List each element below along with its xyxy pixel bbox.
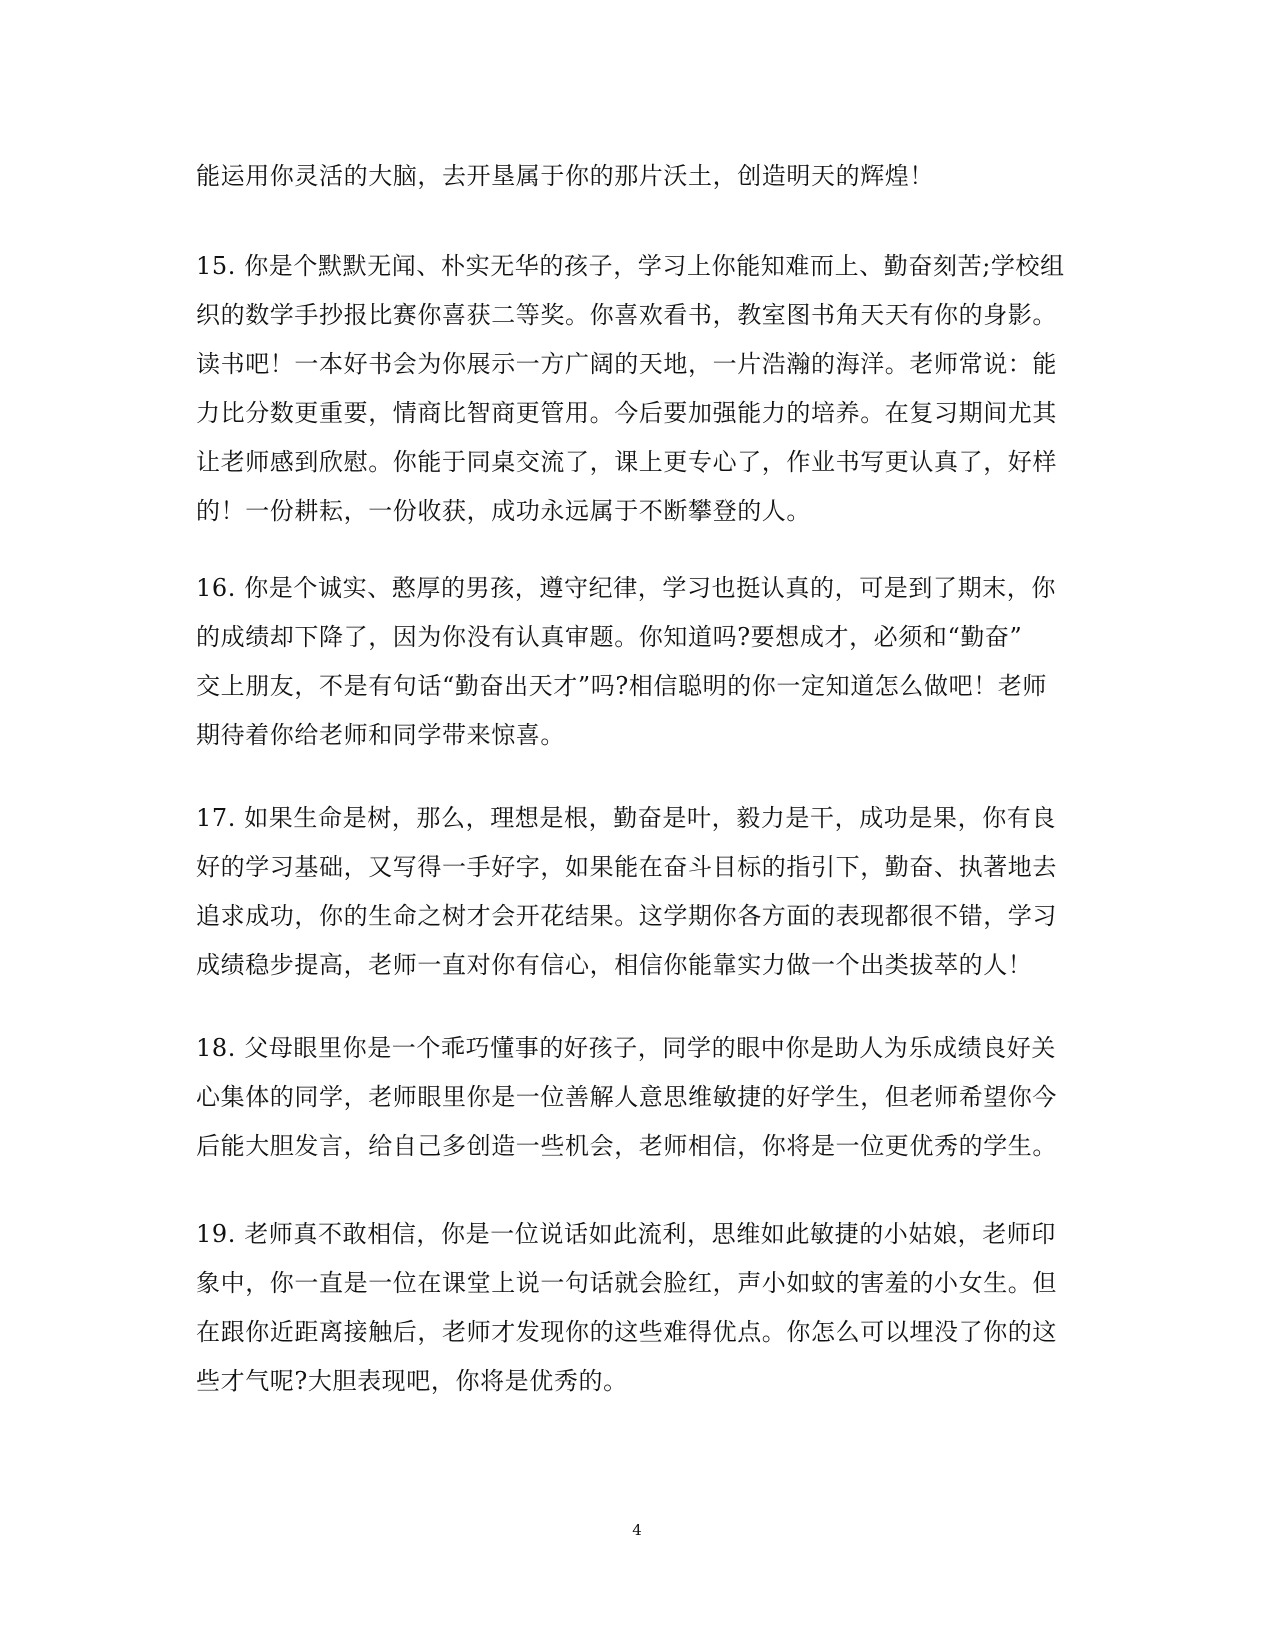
paragraph-line: 19. 老师真不敢相信，你是一位说话如此流利，思维如此敏捷的小姑娘，老师印 [196, 1220, 1056, 1248]
paragraph-19 [196, 1210, 1076, 1406]
paragraph-15 [196, 242, 1076, 536]
paragraph-line: 好的学习基础，又写得一手好字，如果能在奋斗目标的指引下，勤奋、执著地去 [196, 853, 1057, 881]
paragraph-line: 心集体的同学，老师眼里你是一位善解人意思维敏捷的好学生，但老师希望你今 [196, 1083, 1057, 1111]
paragraph-line: 的！一份耕耘，一份收获，成功永远属于不断攀登的人。 [196, 497, 811, 525]
paragraph-18 [196, 1024, 1076, 1171]
paragraph-line: 成绩稳步提高，老师一直对你有信心，相信你能靠实力做一个出类拔萃的人！ [196, 951, 1033, 979]
paragraph-line: 象中，你一直是一位在课堂上说一句话就会脸红，声小如蚊的害羞的小女生。但 [196, 1269, 1057, 1297]
paragraph-line: 15. 你是个默默无闻、朴实无华的孩子，学习上你能知难而上、勤奋刻苦;学校组 [196, 252, 1065, 280]
paragraph-line: 些才气呢?大胆表现吧，你将是优秀的。 [196, 1367, 628, 1395]
paragraph-line: 在跟你近距离接触后，老师才发现你的这些难得优点。你怎么可以埋没了你的这 [196, 1318, 1057, 1346]
paragraph-line: 18. 父母眼里你是一个乖巧懂事的好孩子，同学的眼中你是助人为乐成绩良好关 [196, 1034, 1056, 1062]
paragraph-line: 追求成功，你的生命之树才会开花结果。这学期你各方面的表现都很不错，学习 [196, 902, 1057, 930]
paragraph-line: 读书吧！一本好书会为你展示一方广阔的天地，一片浩瀚的海洋。老师常说：能 [196, 350, 1057, 378]
paragraph-line: 17. 如果生命是树，那么，理想是根，勤奋是叶，毅力是干，成功是果，你有良 [196, 804, 1056, 832]
paragraph-line: 期待着你给老师和同学带来惊喜。 [196, 721, 565, 749]
continuation-paragraph [196, 152, 1076, 201]
paragraph-line: 能运用你灵活的大脑，去开垦属于你的那片沃土，创造明天的辉煌！ [196, 162, 934, 190]
paragraph-line: 力比分数更重要，情商比智商更管用。今后要加强能力的培养。在复习期间尤其 [196, 399, 1057, 427]
paragraph-line: 16. 你是个诚实、憨厚的男孩，遵守纪律，学习也挺认真的，可是到了期末，你 [196, 574, 1056, 602]
paragraph-16 [196, 564, 1076, 760]
paragraph-17 [196, 794, 1076, 990]
paragraph-line: 织的数学手抄报比赛你喜获二等奖。你喜欢看书，教室图书角天天有你的身影。 [196, 301, 1057, 329]
paragraph-line: 让老师感到欣慰。你能于同桌交流了，课上更专心了，作业书写更认真了，好样 [196, 448, 1057, 476]
paragraph-line: 的成绩却下降了，因为你没有认真审题。你知道吗?要想成才，必须和“勤奋” [196, 623, 1023, 651]
page-number: 4 [632, 1521, 642, 1539]
paragraph-line: 后能大胆发言，给自己多创造一些机会，老师相信，你将是一位更优秀的学生。 [196, 1132, 1057, 1160]
paragraph-line: 交上朋友，不是有句话“勤奋出天才”吗?相信聪明的你一定知道怎么做吧！老师 [196, 672, 1048, 700]
